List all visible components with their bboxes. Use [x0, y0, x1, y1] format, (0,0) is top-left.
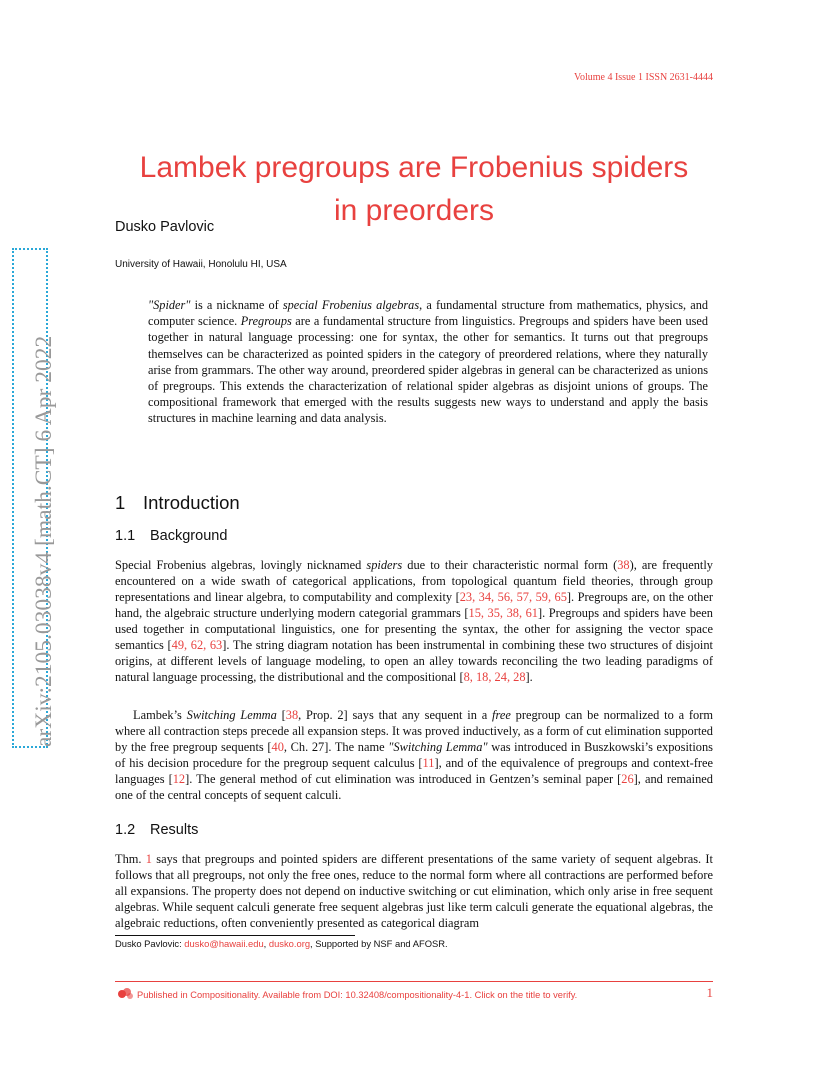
- author-affiliation: University of Hawaii, Honolulu HI, USA: [115, 259, 287, 270]
- text: ]. Pregroups are, on the other hand, the algebraic structure underlying modern categorial grammars [: [115, 589, 713, 620]
- emphasis: free: [492, 708, 511, 722]
- publication-line[interactable]: [117, 987, 577, 1002]
- citation-link[interactable]: 26: [621, 771, 634, 786]
- text: ].: [525, 669, 533, 684]
- text: ]. The string diagram notation has been instrumental in combining these two structures of disjoint origins, at different levels of language modeling, to open an alley towards reconciling the two leading paradigms of natural language processing, the distributional and the compositional [: [115, 637, 714, 684]
- text: due to their characteristic normal form (: [402, 558, 618, 572]
- paper-title-line-2: in preorders: [333, 194, 495, 228]
- text: , Prop. 2] says that any sequent in a: [298, 708, 493, 722]
- subsection-heading-background: [115, 528, 227, 544]
- emphasis: Switching Lemma: [186, 708, 277, 722]
- paragraph-background-2: [115, 708, 713, 804]
- text: was introduced in Buszkowski’s expositions of his decision procedure for the pregroup sequent calculus [: [115, 739, 713, 770]
- citation-link[interactable]: 40: [271, 739, 284, 754]
- text: Special Frobenius algebras, lovingly nicknamed: [115, 558, 367, 572]
- subsection-title: Background: [150, 528, 228, 544]
- publication-doi-text: Published in Compositionality. Available from DOI: 10.32408/compositionality-4-1. Click on the title to verify.: [137, 989, 578, 1000]
- subsection-title: Results: [150, 822, 199, 838]
- page-number: 1: [706, 985, 713, 1000]
- abstract: [148, 297, 708, 427]
- subsection-heading-results: [115, 822, 198, 838]
- equation-ref-link[interactable]: 38: [617, 558, 630, 572]
- abstract-text-3: are a fundamental structure from linguistics. Pregroups and spiders have been used together in natural language processing: one for syntax, the other for semantics. It turns out that pregroups themselves can be characterized as pointed spiders in the category of preordered relations, where they naturally arise from grammars. The other way around, preordered spider algebras in general can be characterized as unions of pregroups. This extends the characterization of relational spider algebras as disjoint unions of groups. The compositional framework that emerged with the results suggests new ways to understand and apply the basis structures in machine learning and data analysis.: [148, 314, 708, 426]
- text: ], and of the equivalence of pregroups and context-free languages [: [115, 755, 713, 786]
- abstract-pregroups-term: Pregroups: [240, 314, 292, 329]
- citation-link[interactable]: 8, 18, 24, 28: [463, 669, 526, 684]
- text: ], and remained one of the central concepts of sequent calculi.: [115, 771, 713, 802]
- abstract-spider-term: "Spider": [148, 298, 191, 312]
- text: , Ch. 27]. The name: [283, 739, 389, 754]
- journal-info: Volume 4 Issue 1 ISSN 2631-4444: [574, 72, 713, 83]
- text: Thm.: [115, 852, 146, 866]
- emphasis: "Switching Lemma": [388, 739, 488, 754]
- abstract-text-1: is a nickname of: [190, 298, 283, 312]
- text: says that pregroups and pointed spiders are different presentations of the same variety of sequent algebras. It follows that all pregroups, not only the free ones, reduce to the normal form where all contractions are performed before all expansions. The property does not depend on inductive switching or cut elimination, which only arise in free sequent algebras. While sequent calculi generate free sequent algebras just like term calculi generate the equational algebras, the algebraic reductions, often conveniently presented as categorical diagram: [115, 852, 713, 930]
- compositionality-logo-icon: [117, 987, 134, 1002]
- citation-link[interactable]: 23, 34, 56, 57, 59, 65: [459, 589, 567, 604]
- subsection-number: 1.1: [115, 528, 136, 544]
- section-number: 1: [115, 492, 126, 513]
- citation-link[interactable]: 38: [285, 708, 299, 722]
- text: Dusko Pavlovic:: [115, 938, 185, 949]
- citation-link[interactable]: 12: [172, 771, 186, 786]
- text: ]. Pregroups and spiders have been used together in computational linguistics, one for presenting the syntax, the other for assigning the vector space semantics [: [115, 605, 713, 652]
- footer-rule: [115, 981, 713, 982]
- arxiv-stamp-text: arXiv:2105.03038v4 [math.CT] 6 Apr 2022: [31, 335, 57, 747]
- abstract-text-2: , a fundamental structure from mathematics, physics, and computer science.: [148, 298, 708, 329]
- footnote-rule: [115, 935, 355, 936]
- text: [: [276, 708, 286, 722]
- paper-title-line-1: Lambek pregroups are Frobenius spiders: [139, 151, 689, 185]
- abstract-frobenius-term: special Frobenius algebras: [282, 298, 420, 312]
- text: ), are frequently encountered on a wide swath of categorical applications, from topological quantum field theories, through group representations and linear algebra, to computability and complexity [: [115, 558, 713, 604]
- emphasis: spiders: [366, 558, 403, 572]
- email-link[interactable]: dusko@hawaii.edu: [184, 938, 264, 949]
- paragraph-background-1: [115, 558, 713, 686]
- paragraph-results-1: [115, 852, 713, 932]
- citation-link[interactable]: 11: [422, 755, 435, 770]
- section-title: Introduction: [143, 492, 240, 513]
- footnote: [115, 938, 448, 949]
- website-link[interactable]: dusko.org: [268, 938, 311, 949]
- theorem-ref-link[interactable]: 1: [145, 852, 152, 866]
- text: ,: [263, 938, 269, 949]
- text: Lambek’s: [133, 708, 187, 722]
- text: ]. The general method of cut elimination was introduced in Gentzen’s seminal paper [: [185, 771, 622, 786]
- author-name: Dusko Pavlovic: [115, 219, 215, 235]
- text: , Supported by NSF and AFOSR.: [310, 938, 448, 949]
- subsection-number: 1.2: [115, 822, 136, 838]
- section-heading-introduction: [115, 492, 240, 514]
- citation-link[interactable]: 49, 62, 63: [171, 637, 223, 652]
- text: pregroup can be normalized to a form where all contraction steps precede all expansion steps. It was proved inductively, as a form of cut elimination supported by the free pregroup sequents [: [115, 708, 713, 754]
- citation-link[interactable]: 15, 35, 38, 61: [468, 605, 538, 620]
